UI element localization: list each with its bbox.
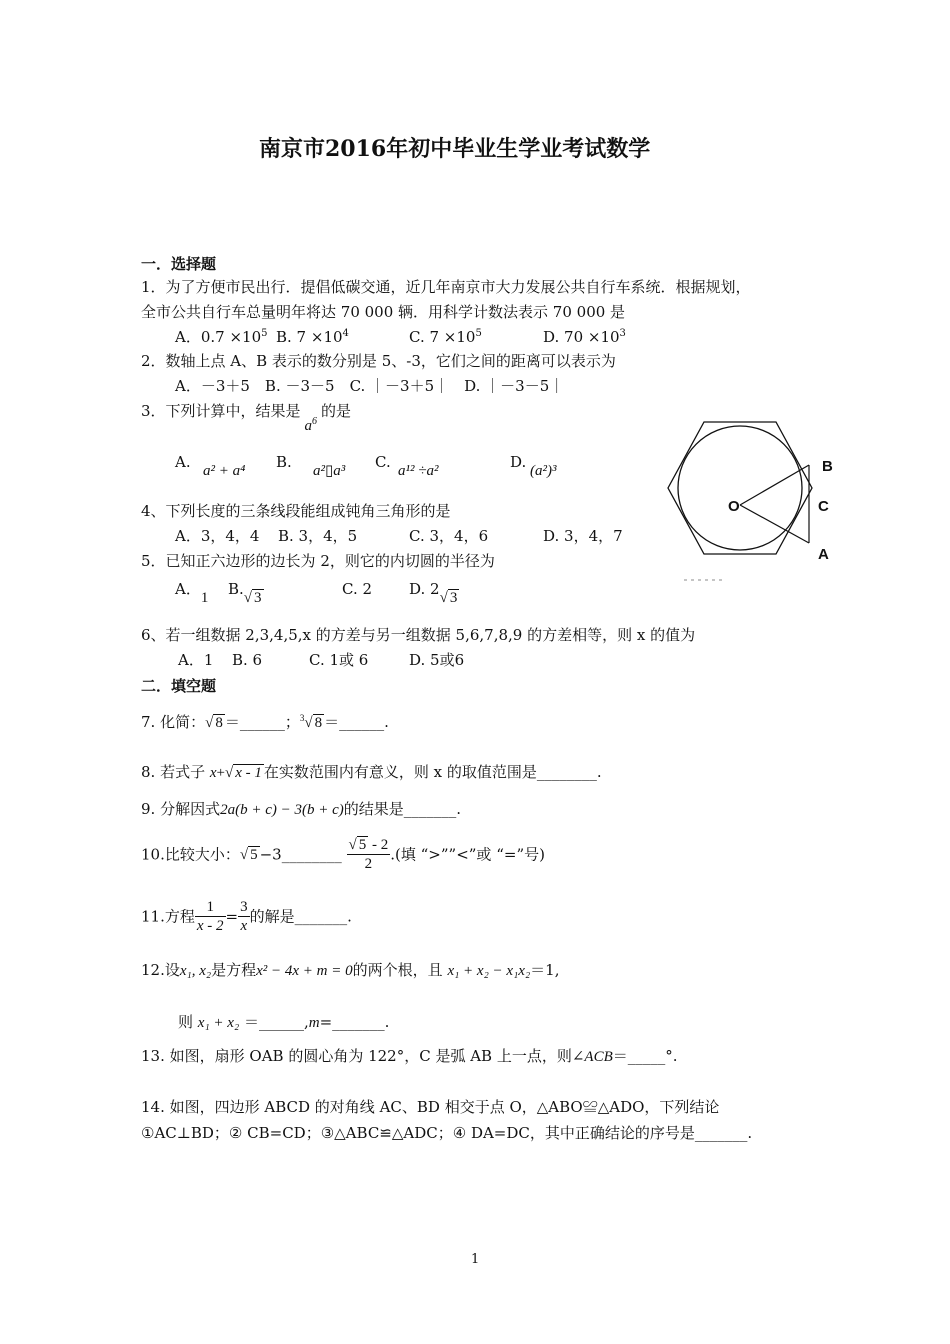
q12-line2: 则 x₁ + x₂ ＝______,m=_______.: [178, 1013, 390, 1031]
q8: 8. 若式子 x+√ x - 1 在实数范围内有意义，则 x 的取值范围是________.: [141, 763, 602, 781]
q5-option-a: A．1: [175, 580, 209, 606]
q5-option-b: B.√ 3: [228, 580, 262, 606]
q3-option-a-expr: a² + a⁴: [203, 463, 246, 479]
q2-text: 2．数轴上点 A、B 表示的数分别是 5、-3，它们之间的距离可以表示为: [141, 352, 616, 370]
q3-text: 3．下列计算中，结果是$a^6$的是: [141, 402, 352, 434]
q5-text: 5．已知正六边形的边长为 2，则它的内切圆的半径为: [141, 552, 495, 570]
q4-option-d: D. 3，4，7: [543, 527, 623, 545]
section-heading-fill: 二．填空题: [141, 677, 217, 695]
q2-options: A．－3＋5 B. －3－5 C. ｜－3＋5｜ D. ｜－3－5｜: [175, 377, 565, 395]
q5-option-d: D. 2√ 3: [409, 580, 458, 606]
q5-option-c: C. 2: [342, 580, 373, 598]
segment-oa: [740, 505, 809, 543]
q1-option-a: A．$0.7 \times 10^5$: [175, 328, 268, 346]
q1-option-d: D. $70 \times 10^3$: [543, 328, 626, 346]
hexagon-incircle-figure: [660, 418, 840, 588]
q9: 9. 分解因式2a(b + c) − 3(b + c)的结果是_______.: [141, 800, 462, 818]
page-number: 1: [471, 1252, 480, 1267]
q3-option-c-label: C.: [375, 453, 391, 471]
q4-option-b: B. 3，4，5: [278, 527, 358, 545]
page-title: 南京市2016年初中毕业生学业考试数学: [259, 136, 651, 162]
q6-text: 6、若一组数据 2,3,4,5,x 的方差与另一组数据 5,6,7,8,9 的方差相等，则 x 的值为: [141, 626, 696, 644]
q3-option-b-label: B.: [276, 453, 292, 471]
q1-line2: 全市公共自行车总量明年将达 70 000 辆．用科学计数法表示 70 000 是: [141, 303, 626, 321]
q13: 13. 如图，扇形 OAB 的圆心角为 122°，C 是弧 AB 上一点，则∠ACB＝_____°.: [141, 1047, 678, 1065]
q3-option-a-label: A.: [175, 453, 191, 471]
q6-option-b: B. 6: [232, 651, 263, 669]
regular-hexagon: [668, 422, 812, 554]
q7: 7. 化简：√ 8 ＝______；$^3$√ 8 ＝______.: [141, 713, 389, 731]
q11: 11.方程 $\frac{1}{x - 2}$ = $\frac{3}{x}$ 的解是_______.: [141, 899, 352, 934]
q3-option-c-expr: a¹² ÷a²: [398, 463, 439, 479]
q14-line1: 14. 如图，四边形 ABCD 的对角线 AC、BD 相交于点 O，△ABO≌△ADO，下列结论: [141, 1098, 720, 1116]
q4-option-a: A．3，4，4: [175, 527, 260, 545]
label-a: A: [818, 546, 829, 563]
q3-option-d-expr: (a²)³: [530, 463, 557, 479]
q1-line1: 1．为了方便市民出行．提倡低碳交通，近几年南京市大力发展公共自行车系统．根据规划，: [141, 278, 751, 296]
q14-line2: ①AC⊥BD；② CB=CD；③△ABC≌△ADC；④ DA=DC，其中正确结论的序号是_______.: [141, 1124, 753, 1142]
q1-option-c: C. $7 \times 10^5$: [409, 328, 482, 346]
q6-option-d: D. 5或6: [409, 651, 465, 669]
label-c: C: [818, 498, 829, 515]
q1-option-b: B. $7 \times 10^4$: [276, 328, 349, 346]
section-heading-choice: 一．选择题: [141, 255, 217, 273]
label-o: O: [728, 498, 740, 515]
q12-line1: 12.设x₁, x₂是方程x² − 4x + m = 0的两个根，且 x₁ + x₂ − x₁x₂＝1,: [141, 961, 560, 979]
q4-option-c: C. 3，4，6: [409, 527, 489, 545]
incircle: [678, 426, 802, 550]
q3-option-d-label: D.: [510, 453, 527, 471]
q3-option-b-expr: a²▯a³: [313, 463, 346, 479]
q6-option-c: C. 1或 6: [309, 651, 369, 669]
q6-option-a: A．1: [178, 651, 214, 669]
label-b: B: [822, 458, 833, 475]
q4-text: 4、下列长度的三条线段能组成钝角三角形的是: [141, 502, 451, 520]
q10: 10.比较大小：√ 5 −3________ $\frac{√ 5 - 2}{2}$ .(填 “>””<”或 “=”号): [141, 837, 545, 872]
segment-ob: [740, 465, 809, 505]
